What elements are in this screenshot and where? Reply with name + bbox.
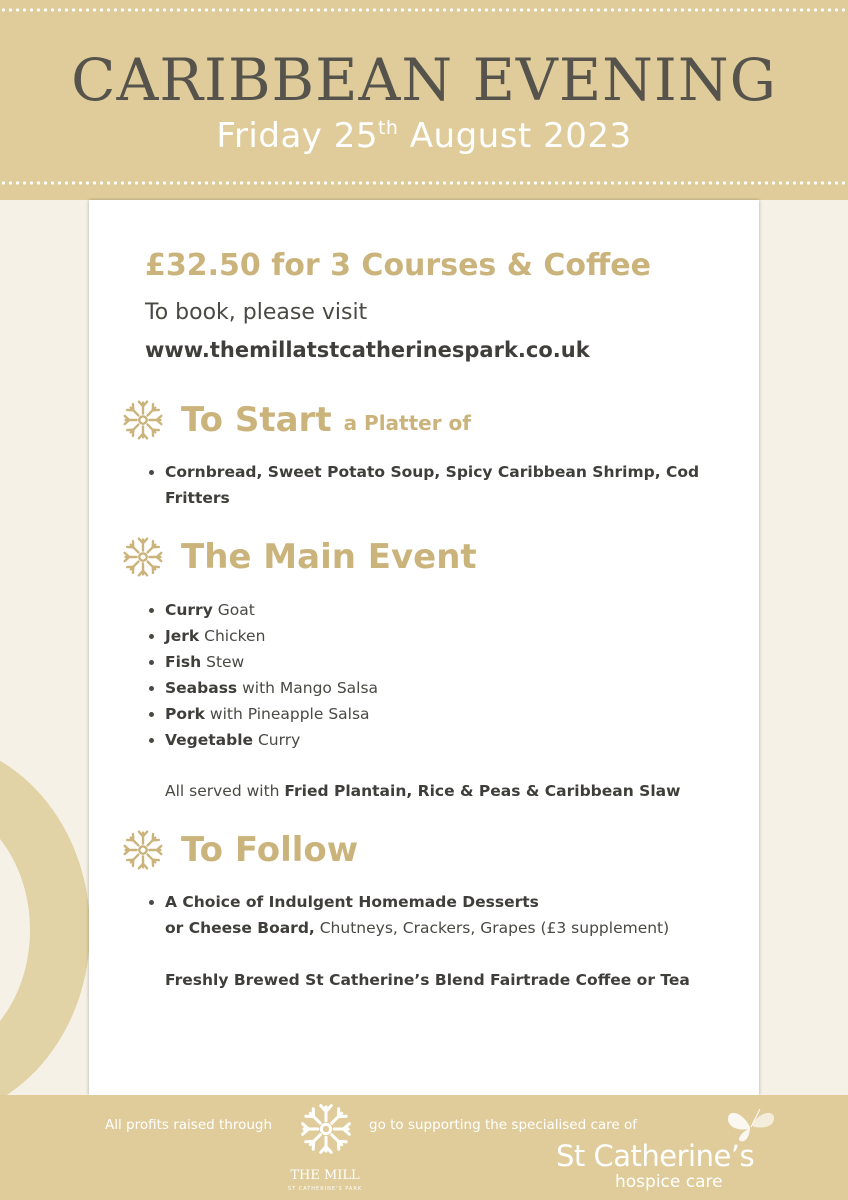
- starters-list: [137, 459, 725, 511]
- coffee-note: Freshly Brewed St Catherine’s Blend Fairtrade Coffee or Tea: [165, 971, 690, 989]
- desserts-heading: To Follow: [181, 830, 359, 870]
- event-date-day: Friday 25: [216, 116, 378, 156]
- mill-logo-subtitle: ST CATHERINE'S PARK: [287, 1186, 363, 1192]
- footer-band: [0, 1095, 848, 1200]
- section-heading-desserts: [121, 825, 358, 875]
- desserts-list: [137, 889, 725, 941]
- event-date-suffix: th: [377, 117, 399, 139]
- served-with-note: All served with Fried Plantain, Rice & Peas & Caribbean Slaw: [165, 782, 681, 800]
- list-item: • Seabass with Mango Salsa: [165, 675, 725, 701]
- event-date-month-year: August 2023: [398, 116, 632, 156]
- list-item: • Pork with Pineapple Salsa: [165, 701, 725, 727]
- price-line: £32.50 for 3 Courses & Coffee: [145, 248, 651, 283]
- starters-subheading: a Platter of: [343, 411, 471, 435]
- mill-logo-name: THE MILL: [290, 1168, 360, 1183]
- menu-panel: [89, 200, 759, 1095]
- starters-heading: To Start: [181, 400, 332, 440]
- list-item: • Fish Stew: [165, 649, 725, 675]
- list-item: • Cornbread, Sweet Potato Soup, Spicy Caribbean Shrimp, Cod Fritters: [165, 459, 725, 511]
- event-date: [0, 116, 848, 156]
- decorative-arch: [0, 740, 90, 1120]
- footer-left-text: All profits raised through: [105, 1117, 273, 1133]
- mill-logo-icon: [298, 1101, 354, 1157]
- mill-wheel-icon: [121, 535, 165, 579]
- dotted-border-bottom: [0, 181, 848, 185]
- dotted-border-top: [0, 8, 848, 12]
- booking-url[interactable]: www.themillatstcatherinespark.co.uk: [145, 338, 590, 362]
- list-item: • A Choice of Indulgent Homemade Desserts or Cheese Board, Chutneys, Crackers, Grapes (£3 supplement): [165, 889, 725, 941]
- page-title: CARIBBEAN EVENING: [71, 46, 777, 114]
- list-item: • Vegetable Curry: [165, 727, 725, 753]
- section-heading-mains: [121, 532, 477, 582]
- mill-wheel-icon: [121, 828, 165, 872]
- mains-heading: The Main Event: [181, 537, 477, 577]
- charity-name: St Catherine’s: [556, 1139, 755, 1173]
- list-item: • Curry Goat: [165, 597, 725, 623]
- header-band: [0, 0, 848, 200]
- booking-text: To book, please visit: [145, 300, 368, 325]
- section-heading-starters: [121, 395, 471, 445]
- mains-list: [137, 597, 725, 753]
- charity-subtitle: hospice care: [615, 1172, 723, 1192]
- footer-right-text: go to supporting the specialised care of: [369, 1117, 638, 1133]
- mill-wheel-icon: [121, 398, 165, 442]
- list-item: • Jerk Chicken: [165, 623, 725, 649]
